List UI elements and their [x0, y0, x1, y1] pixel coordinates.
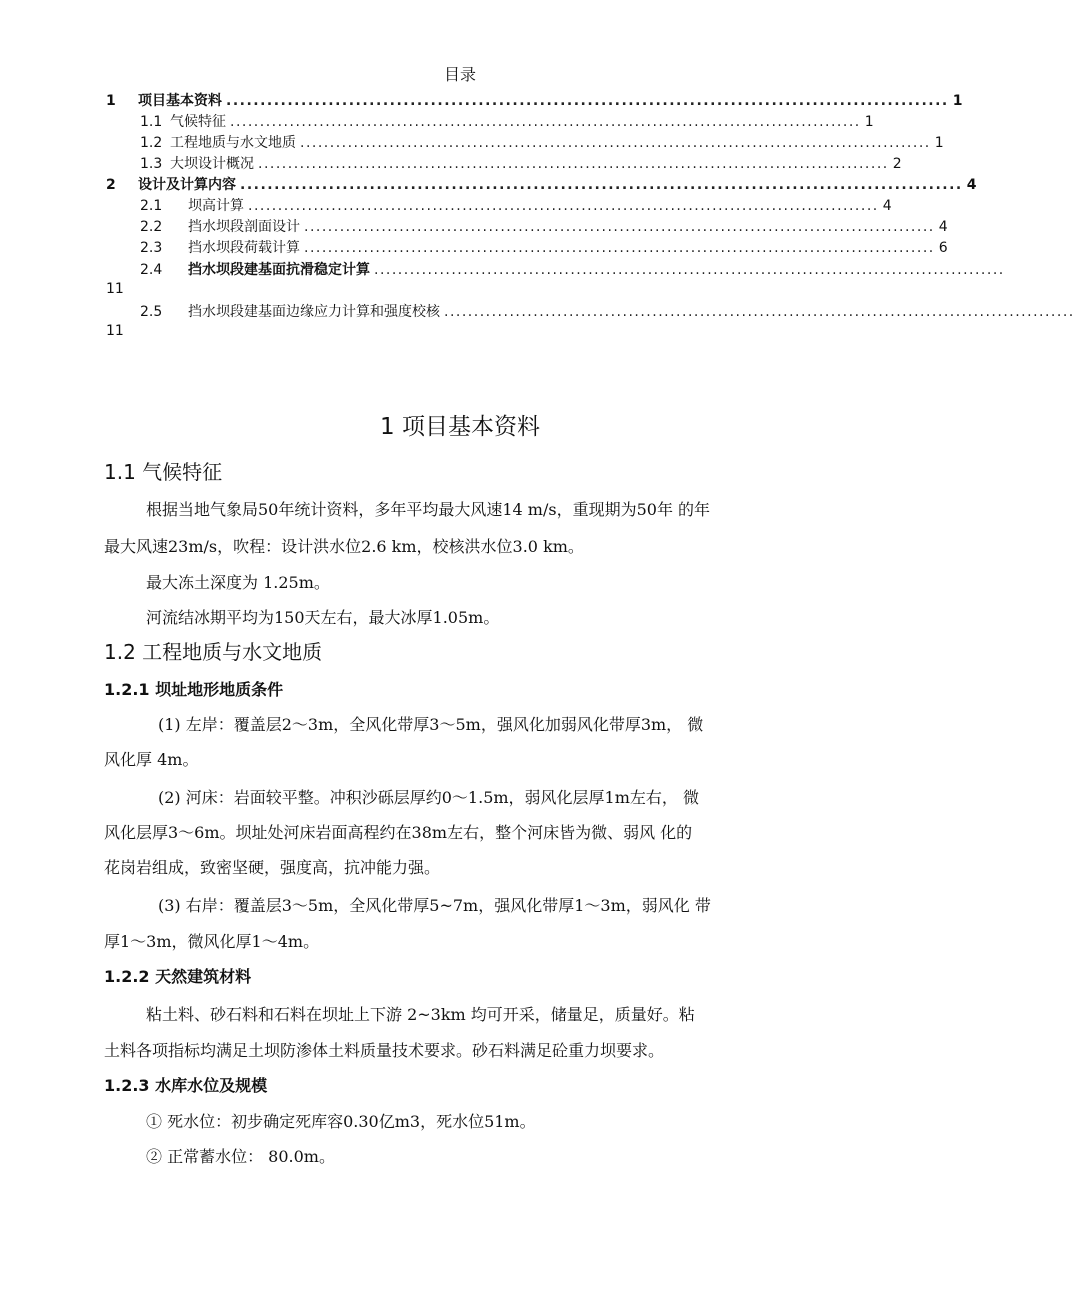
toc-entry-label: 挡水坝段建基面边缘应力计算和强度校核	[188, 304, 440, 320]
toc-entry-page: 1	[952, 93, 963, 109]
toc-entry-page: 4	[938, 219, 948, 235]
subsection-heading: 1.2.3 水库水位及规模	[104, 1076, 268, 1095]
toc-leader: ..........................................................................................................	[300, 135, 931, 151]
toc-leader: ..........................................................................................................	[304, 240, 935, 256]
toc-entry-number: 2	[106, 177, 116, 193]
paragraph-line: (3) 右岸：覆盖层3〜5m，全风化带厚5~7m，强风化带厚1〜3m，弱风化 带	[158, 896, 711, 915]
toc-leader: ..........................................................................................................	[240, 177, 963, 193]
toc-leader: ..........................................................................................................	[304, 219, 935, 235]
toc-entry-page: 1	[934, 135, 944, 151]
toc-leader: ..........................................................................................................	[444, 304, 1075, 320]
toc-entry-number: 1.1	[140, 114, 163, 130]
subsection-heading: 1.2.1 坝址地形地质条件	[104, 680, 284, 699]
toc-entry-number: 2.3	[140, 240, 163, 256]
toc-entry[interactable]	[106, 216, 948, 237]
paragraph-line: 根据当地气象局50年统计资料，多年平均最大风速14 m/s，重现期为50年 的年	[146, 500, 711, 519]
toc-entry[interactable]	[106, 174, 977, 195]
toc-leader: ..........................................................................................................	[248, 198, 879, 214]
toc-entry[interactable]	[106, 132, 944, 153]
toc-leader: ..........................................................................................................	[226, 93, 949, 109]
toc-entry-page: 6	[938, 240, 948, 256]
toc-entry[interactable]	[106, 195, 892, 216]
paragraph-line: 粘土料、砂石料和石料在坝址上下游 2~3km 均可开采，储量足，质量好。粘	[146, 1005, 695, 1024]
subsection-heading: 1.2.2 天然建筑材料	[104, 967, 252, 986]
paragraph-line: 风化层厚3〜6m。坝址处河床岩面高程约在38m左右，整个河床皆为微、弱风 化的	[104, 823, 693, 842]
toc-entry[interactable]	[106, 90, 963, 111]
toc-entry-page: 4	[966, 177, 977, 193]
toc-entry[interactable]	[106, 111, 874, 132]
section-heading: 1.2 工程地质与水文地质	[104, 640, 323, 664]
toc-entry-page: 11	[106, 281, 124, 297]
toc-entry-label: 坝高计算	[188, 198, 244, 214]
toc-entry-number: 2.1	[140, 198, 163, 214]
toc-entry-label: 气候特征	[170, 114, 226, 130]
toc-entry-number: 1	[106, 93, 116, 109]
toc-leader: ..........................................................................................................	[230, 114, 861, 130]
toc-entry-label: 工程地质与水文地质	[170, 135, 296, 151]
section-heading: 1.1 气候特征	[104, 460, 223, 484]
paragraph-line: 花岗岩组成，致密坚硬，强度高，抗冲能力强。	[104, 858, 441, 877]
toc-entry-number: 1.2	[140, 135, 163, 151]
paragraph-line: 河流结冰期平均为150天左右，最大冰厚1.05m。	[146, 608, 500, 627]
toc-entry-page: 11	[106, 323, 124, 339]
toc-entry-label: 挡水坝段剖面设计	[188, 219, 300, 235]
toc-leader: ..........................................................................................................	[258, 156, 889, 172]
toc-title: 目录	[443, 65, 476, 84]
toc-entry[interactable]	[106, 259, 1005, 280]
toc-entry-number: 1.3	[140, 156, 163, 172]
paragraph-line: 风化厚 4m。	[104, 750, 199, 769]
toc-entry-label: 挡水坝段荷载计算	[188, 240, 300, 256]
list-item: ② 正常蓄水位： 80.0m。	[146, 1147, 335, 1166]
chapter-title: 1 项目基本资料	[380, 414, 540, 440]
toc-entry-label: 设计及计算内容	[138, 177, 236, 193]
paragraph-line: (1) 左岸：覆盖层2〜3m，全风化带厚3〜5m，强风化加弱风化带厚3m， 微	[158, 715, 704, 734]
toc-leader: ..........................................................................................................	[374, 262, 1005, 278]
toc-entry-label: 挡水坝段建基面抗滑稳定计算	[188, 262, 370, 278]
list-item: ① 死水位：初步确定死库容0.30亿m3，死水位51m。	[146, 1112, 536, 1131]
paragraph-line: 最大风速23m/s，吹程：设计洪水位2.6 km，校核洪水位3.0 km。	[104, 537, 584, 556]
toc-entry-number: 2.2	[140, 219, 163, 235]
paragraph-line: (2) 河床：岩面较平整。冲积沙砾层厚约0〜1.5m，弱风化层厚1m左右， 微	[158, 788, 699, 807]
toc-entry-label: 项目基本资料	[138, 93, 222, 109]
toc-entry[interactable]	[106, 301, 1075, 322]
paragraph-line: 最大冻土深度为 1.25m。	[146, 573, 330, 592]
toc-entry-number: 2.5	[140, 304, 163, 320]
toc-entry-page: 1	[864, 114, 874, 130]
toc-entry-number: 2.4	[140, 262, 163, 278]
toc-entry-label: 大坝设计概况	[170, 156, 254, 172]
toc-entry[interactable]	[106, 153, 902, 174]
toc-entry-page: 2	[892, 156, 902, 172]
paragraph-line: 土料各项指标均满足土坝防渗体土料质量技术要求。砂石料满足砼重力坝要求。	[104, 1041, 665, 1060]
paragraph-line: 厚1〜3m，微风化厚1〜4m。	[104, 932, 320, 951]
toc-entry[interactable]	[106, 237, 948, 258]
toc-entry-page: 4	[882, 198, 892, 214]
